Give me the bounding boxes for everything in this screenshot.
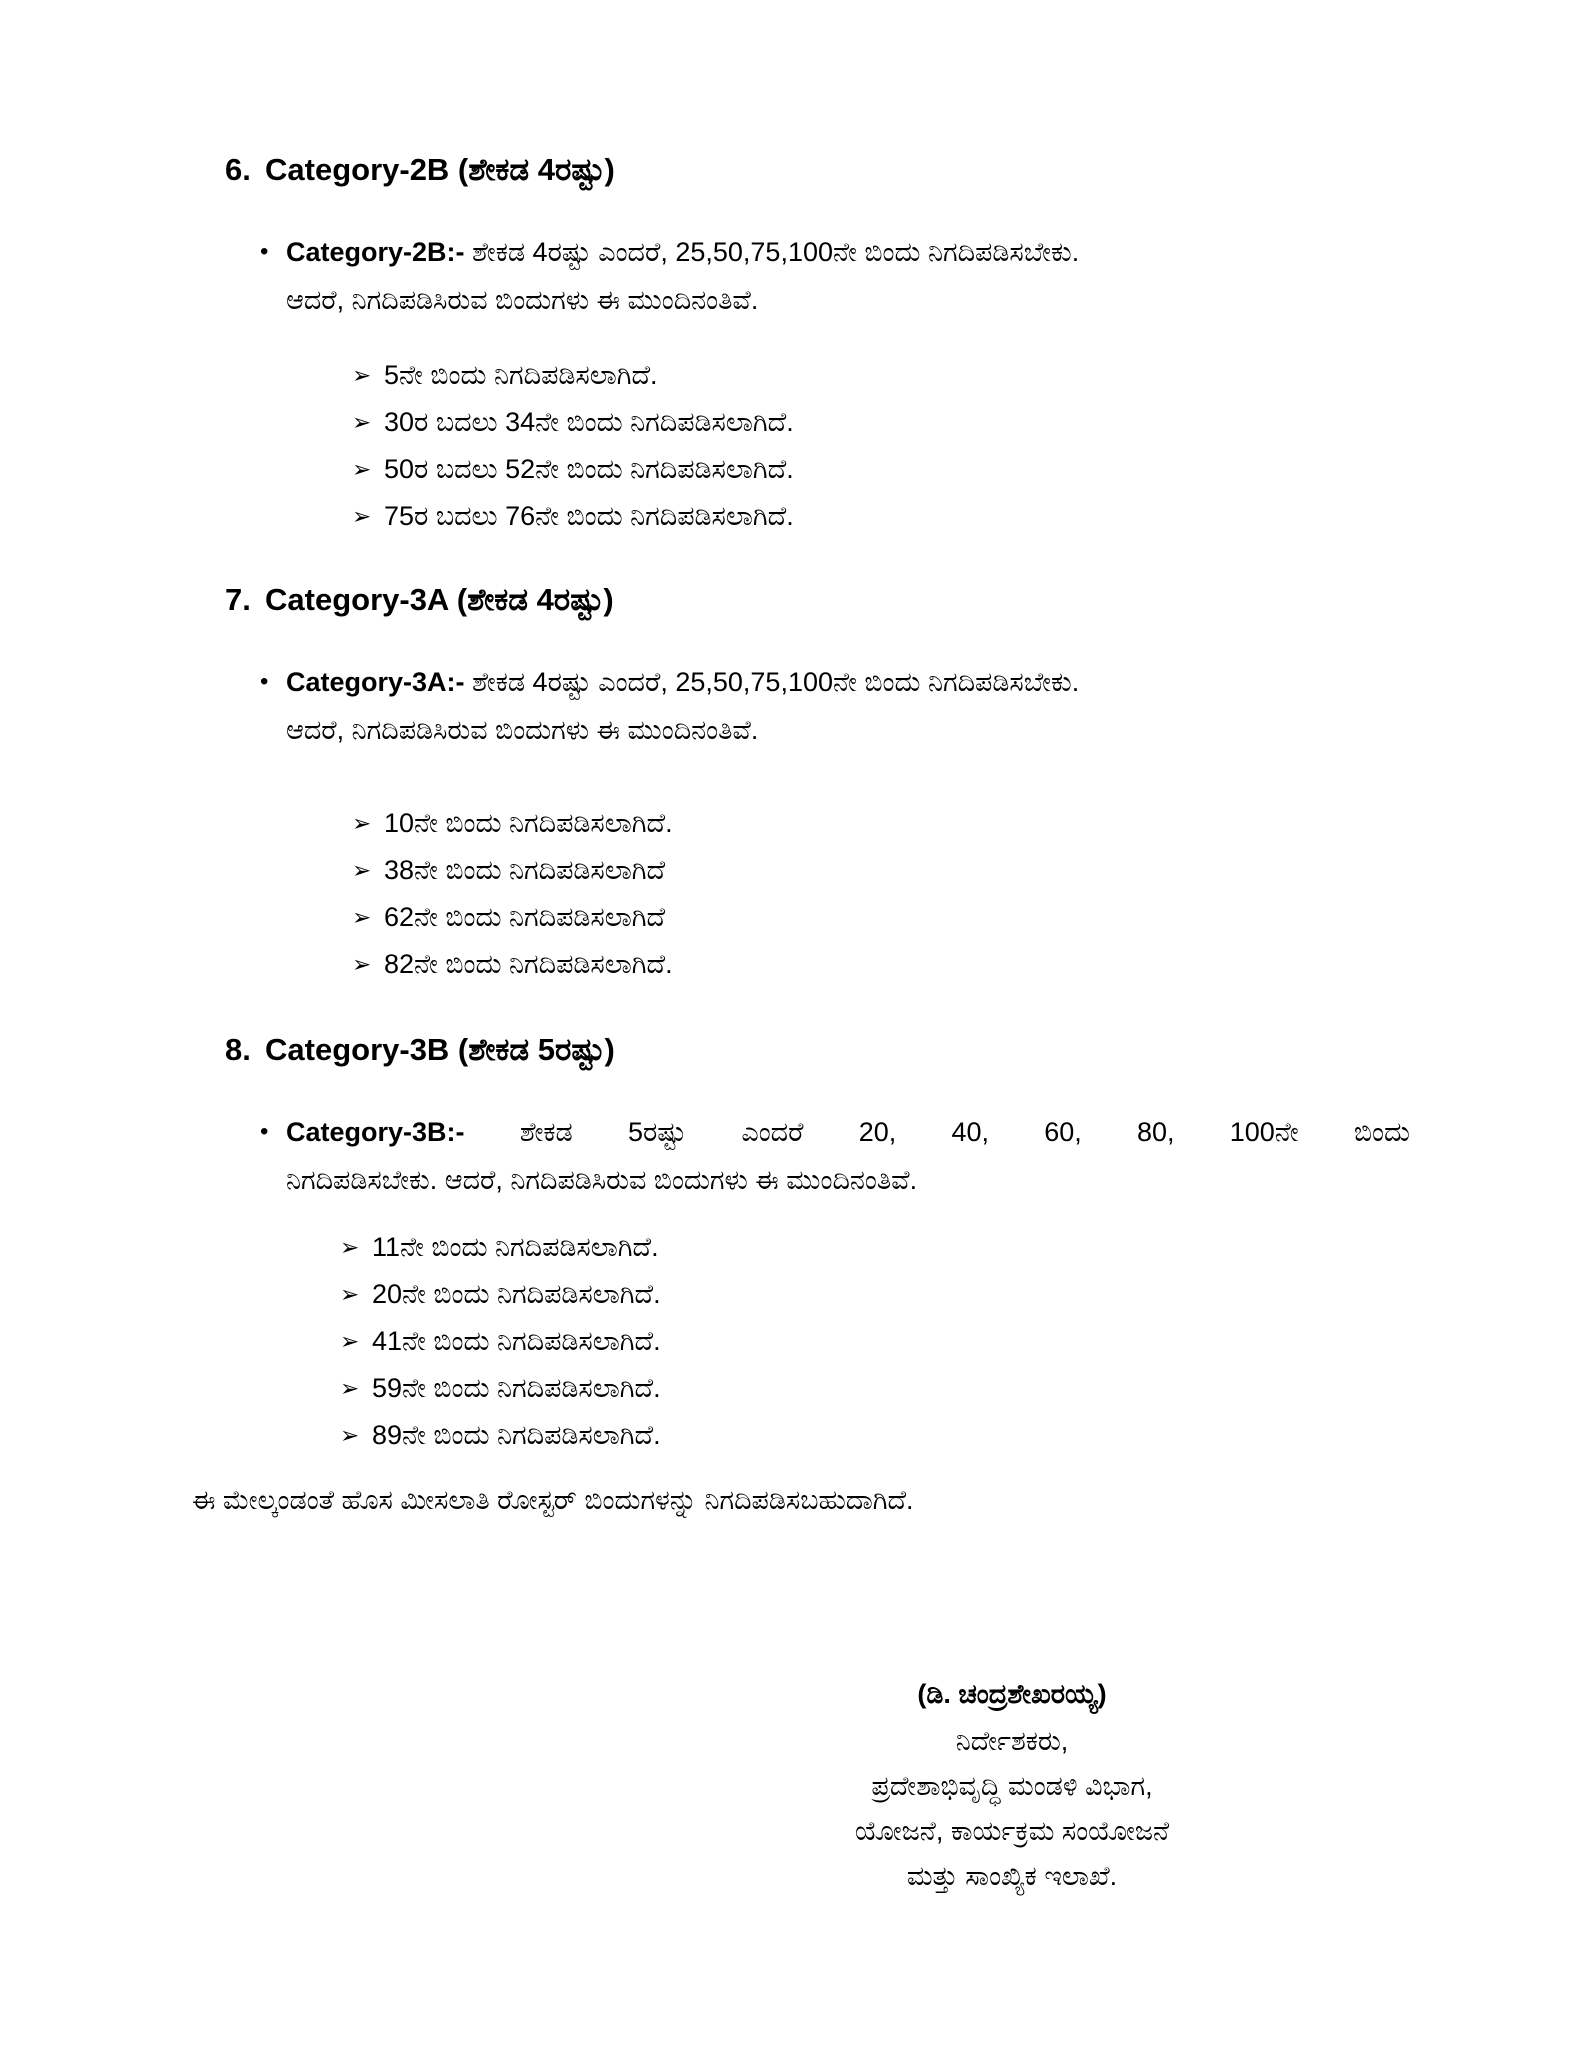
section-paragraph [260, 1108, 1410, 1204]
list-item [352, 894, 1403, 941]
arrow-bullet-icon: ➢ [352, 362, 372, 388]
list-item-text: 20ನೇ ಬಿಂದು ನಿಗದಿಪಡಿಸಲಾಗಿದೆ. [372, 1279, 661, 1309]
section-paragraph [260, 228, 1410, 324]
section-heading [225, 148, 1403, 192]
list-item [340, 1271, 1403, 1318]
arrow-bullet-icon: ➢ [352, 904, 372, 930]
bullet-icon: • [260, 238, 269, 265]
signatory-designation: ನಿರ್ದೇಶಕರು, [955, 1726, 1069, 1756]
section-heading [225, 578, 1403, 622]
signatory-division: ಪ್ರದೇಶಾಭಿವೃದ್ಧಿ ಮಂಡಳಿ ವಿಭಾಗ, [871, 1771, 1153, 1801]
sub-bullet-list [352, 800, 1403, 988]
paragraph-lead: Category-3B:- [286, 1117, 465, 1147]
list-item-text: 50ರ ಬದಲು 52ನೇ ಬಿಂದು ನಿಗದಿಪಡಿಸಲಾಗಿದೆ. [384, 454, 794, 484]
closing-paragraph: ಈ ಮೇಲ್ಕಂಡಂತೆ ಹೊಸ ಮೀಸಲಾತಿ ರೋಸ್ಟರ್ ಬಿಂದುಗಳನ್ನು ನಿಗದಿಪಡಿಸಬಹುದಾಗಿದೆ. [192, 1485, 914, 1515]
list-item [352, 352, 1403, 399]
paragraph-line1: ಶೇಕಡ 5ರಷ್ಟು ಎಂದರೆ 20, 40, 60, 80, 100ನೇ ಬಿಂದು [519, 1117, 1410, 1147]
list-item [352, 446, 1403, 493]
list-item-text: 11ನೇ ಬಿಂದು ನಿಗದಿಪಡಿಸಲಾಗಿದೆ. [372, 1232, 659, 1262]
arrow-bullet-icon: ➢ [352, 409, 372, 435]
section-category-2b [192, 148, 1403, 540]
list-item [352, 493, 1403, 540]
paragraph-text [286, 1108, 1410, 1204]
list-item [340, 1365, 1403, 1412]
arrow-bullet-icon: ➢ [340, 1375, 360, 1401]
signatory-department-line1: ಯೋಜನೆ, ಕಾರ್ಯಕ್ರಮ ಸಂಯೋಜನೆ [854, 1816, 1170, 1846]
section-paragraph [260, 658, 1410, 754]
list-item-text: 62ನೇ ಬಿಂದು ನಿಗದಿಪಡಿಸಲಾಗಿದೆ [384, 902, 666, 932]
paragraph-text [286, 658, 1410, 754]
section-category-3a [192, 578, 1403, 988]
list-item-text: 82ನೇ ಬಿಂದು ನಿಗದಿಪಡಿಸಲಾಗಿದೆ. [384, 949, 673, 979]
paragraph-lead: Category-2B:- [286, 237, 465, 267]
list-item-text: 5ನೇ ಬಿಂದು ನಿಗದಿಪಡಿಸಲಾಗಿದೆ. [384, 360, 658, 390]
arrow-bullet-icon: ➢ [352, 456, 372, 482]
list-item [352, 941, 1403, 988]
list-item-text: 38ನೇ ಬಿಂದು ನಿಗದಿಪಡಿಸಲಾಗಿದೆ [384, 855, 666, 885]
arrow-bullet-icon: ➢ [352, 503, 372, 529]
paragraph-lead: Category-3A:- [286, 667, 465, 697]
section-title: Category-3A (ಶೇಕಡ 4ರಷ್ಟು) [265, 582, 614, 617]
arrow-bullet-icon: ➢ [340, 1234, 360, 1260]
section-number: 7. [225, 582, 251, 617]
list-item-text: 10ನೇ ಬಿಂದು ನಿಗದಿಪಡಿಸಲಾಗಿದೆ. [384, 808, 673, 838]
arrow-bullet-icon: ➢ [352, 857, 372, 883]
list-item [352, 800, 1403, 847]
signatory-name: (ಡಿ. ಚಂದ್ರಶೇಖರಯ್ಯ) [917, 1679, 1107, 1709]
list-item-text: 59ನೇ ಬಿಂದು ನಿಗದಿಪಡಿಸಲಾಗಿದೆ. [372, 1373, 661, 1403]
paragraph-line2: ಆದರೆ, ನಿಗದಿಪಡಿಸಿರುವ ಬಿಂದುಗಳು ಈ ಮುಂದಿನಂತಿವೆ. [286, 715, 759, 745]
arrow-bullet-icon: ➢ [352, 951, 372, 977]
list-item-text: 41ನೇ ಬಿಂದು ನಿಗದಿಪಡಿಸಲಾಗಿದೆ. [372, 1326, 661, 1356]
bullet-icon: • [260, 668, 269, 695]
bullet-icon: • [260, 1118, 269, 1145]
signature-block [782, 1672, 1242, 1899]
paragraph-line2: ಆದರೆ, ನಿಗದಿಪಡಿಸಿರುವ ಬಿಂದುಗಳು ಈ ಮುಂದಿನಂತಿವೆ. [286, 285, 759, 315]
list-item-text: 30ರ ಬದಲು 34ನೇ ಬಿಂದು ನಿಗದಿಪಡಿಸಲಾಗಿದೆ. [384, 407, 794, 437]
list-item [352, 847, 1403, 894]
arrow-bullet-icon: ➢ [340, 1422, 360, 1448]
list-item [340, 1224, 1403, 1271]
sub-bullet-list [340, 1224, 1403, 1459]
section-category-3b [192, 1028, 1410, 1459]
section-heading [225, 1028, 1403, 1072]
paragraph-line1: ಶೇಕಡ 4ರಷ್ಟು ಎಂದರೆ, 25,50,75,100ನೇ ಬಿಂದು ನಿಗದಿಪಡಿಸಬೇಕು. [472, 237, 1080, 267]
signatory-department-line2: ಮತ್ತು ಸಾಂಖ್ಯಿಕ ಇಲಾಖೆ. [906, 1861, 1118, 1891]
list-item [340, 1412, 1403, 1459]
sub-bullet-list [352, 352, 1403, 540]
paragraph-text [286, 228, 1410, 324]
list-item [352, 399, 1403, 446]
paragraph-line1: ಶೇಕಡ 4ರಷ್ಟು ಎಂದರೆ, 25,50,75,100ನೇ ಬಿಂದು ನಿಗದಿಪಡಿಸಬೇಕು. [472, 667, 1080, 697]
section-number: 6. [225, 152, 251, 187]
arrow-bullet-icon: ➢ [340, 1328, 360, 1354]
list-item [340, 1318, 1403, 1365]
arrow-bullet-icon: ➢ [340, 1281, 360, 1307]
section-title: Category-3B (ಶೇಕಡ 5ರಷ್ಟು) [265, 1032, 615, 1067]
section-title: Category-2B (ಶೇಕಡ 4ರಷ್ಟು) [265, 152, 615, 187]
list-item-text: 75ರ ಬದಲು 76ನೇ ಬಿಂದು ನಿಗದಿಪಡಿಸಲಾಗಿದೆ. [384, 501, 794, 531]
paragraph-line2: ನಿಗದಿಪಡಿಸಬೇಕು. ಆದರೆ, ನಿಗದಿಪಡಿಸಿರುವ ಬಿಂದುಗಳು ಈ ಮುಂದಿನಂತಿವೆ. [286, 1165, 918, 1195]
arrow-bullet-icon: ➢ [352, 810, 372, 836]
list-item-text: 89ನೇ ಬಿಂದು ನಿಗದಿಪಡಿಸಲಾಗಿದೆ. [372, 1420, 661, 1450]
section-number: 8. [225, 1032, 251, 1067]
